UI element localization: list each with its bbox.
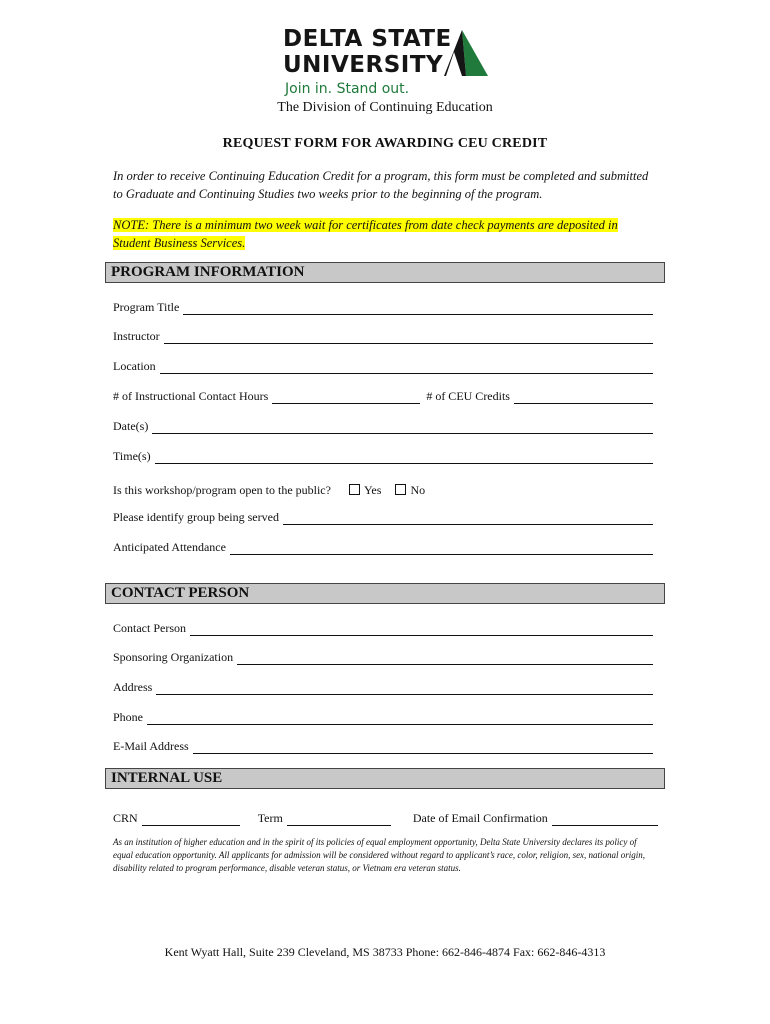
program-title-line[interactable] [183,304,653,315]
yes-option[interactable] [349,483,381,498]
contact-person-header: CONTACT PERSON [105,583,665,604]
location-label: Location [113,359,156,373]
logo-line-2: UNIVERSITY [283,52,444,78]
location-line[interactable] [160,363,653,374]
group-label: Please identify group being served [113,510,279,524]
group-line[interactable] [283,514,653,525]
location-field[interactable] [113,359,653,374]
instructor-line[interactable] [164,333,653,344]
contact-hours-label: # of Instructional Contact Hours [113,389,269,403]
logo-line-1: DELTA STATE [283,26,452,52]
public-question-row [113,483,653,498]
internal-use-header: INTERNAL USE [105,768,665,789]
sponsoring-org-field[interactable] [113,650,653,665]
no-option[interactable] [395,483,425,498]
yes-label: Yes [363,483,382,497]
dates-line[interactable] [152,423,653,434]
times-field[interactable] [113,449,653,464]
equal-opportunity-statement: As an institution of higher education and in the spirit of its policies of equal employment opportunity, Delta State University declares its policy of equal education opportunity. All applicants for admission will be considered without regard to applicant’s race, color, religion, sex, national origin, disability related to program performance, disable veteran status, or Vietnam era veteran status. [113,837,646,873]
ceu-credits-line[interactable] [514,393,653,404]
contact-person-field[interactable] [113,621,653,636]
address-label: Address [113,680,153,694]
program-info-header: PROGRAM INFORMATION [105,262,665,283]
crn-label: CRN [113,811,138,825]
email-line[interactable] [193,743,653,754]
term-line[interactable] [287,815,391,826]
note-text [113,216,658,252]
contact-person-label: Contact Person [113,621,186,635]
email-field[interactable] [113,739,653,754]
phone-label: Phone [113,710,143,724]
times-label: Time(s) [113,449,151,463]
contact-person-line[interactable] [190,625,653,636]
ceu-credits-label: # of CEU Credits [426,389,510,403]
address-field[interactable] [113,680,653,695]
email-label: E-Mail Address [113,739,189,753]
phone-field[interactable] [113,710,653,725]
university-logo [283,28,493,98]
attendance-line[interactable] [230,544,653,555]
internal-use-row [113,811,658,826]
contact-hours-line[interactable] [272,393,420,404]
hours-credits-row [113,389,653,404]
address-line[interactable] [156,684,653,695]
intro-text: In order to receive Continuing Education Credit for a program, this form must be completed and submitted to Graduate and Continuing Studies two weeks prior to the beginning of the program. [113,169,649,201]
dates-label: Date(s) [113,419,149,433]
times-line[interactable] [155,453,653,464]
note-line-1: NOTE: There is a minimum two week wait for certificates from date check payments are deposited in [113,218,618,232]
attendance-label: Anticipated Attendance [113,540,226,554]
instructor-field[interactable] [113,329,653,344]
email-confirmation-line[interactable] [552,815,658,826]
term-label: Term [257,811,283,825]
attendance-field[interactable] [113,540,653,555]
sponsoring-org-label: Sponsoring Organization [113,650,234,664]
group-field[interactable] [113,510,653,525]
footer-address: Kent Wyatt Hall, Suite 239 Cleveland, MS 38733 Phone: 662-846-4874 Fax: 662-846-4313 [164,945,606,959]
yes-checkbox[interactable] [349,484,360,495]
public-question-label: Is this workshop/program open to the public? [113,483,331,497]
crn-line[interactable] [142,815,240,826]
phone-line[interactable] [147,714,653,725]
no-checkbox[interactable] [395,484,406,495]
division-name: The Division of Continuing Education [277,100,493,115]
sponsoring-org-line[interactable] [237,654,653,665]
form-title: REQUEST FORM FOR AWARDING CEU CREDIT [222,136,548,151]
dates-field[interactable] [113,419,653,434]
email-confirmation-label: Date of Email Confirmation [412,811,548,825]
no-label: No [410,483,426,497]
program-title-label: Program Title [113,300,180,314]
delta-triangle-icon [440,30,488,76]
program-title-field[interactable] [113,300,653,315]
note-line-2: Student Business Services. [113,236,246,250]
instructor-label: Instructor [113,329,160,343]
logo-tagline: Join in. Stand out. [285,81,410,97]
